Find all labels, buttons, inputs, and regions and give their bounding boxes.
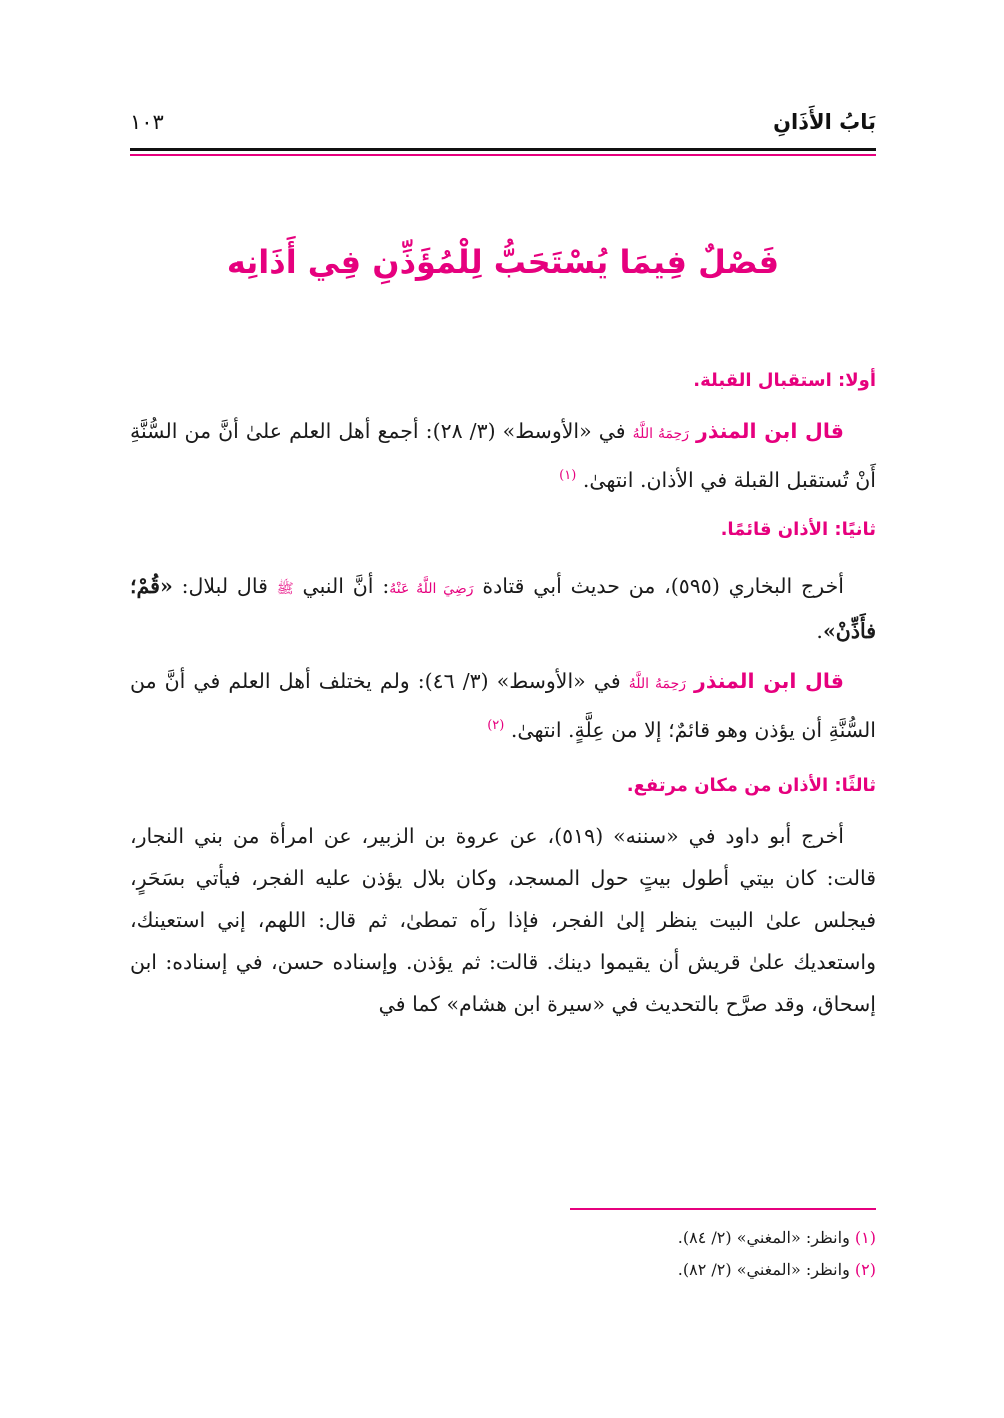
footnote-1: [130, 1222, 876, 1254]
footnote-ref-1[interactable]: (١): [559, 468, 577, 483]
honorific: رَحِمَهُ اللَّهُ: [632, 426, 689, 442]
paragraph-text: : أنَّ النبي: [302, 573, 390, 598]
honorific: رَحِمَهُ اللَّهُ: [628, 675, 686, 692]
honorific: رَضِيَ اللَّهُ عَنْهُ: [389, 580, 474, 597]
paragraph-text: قال لبلال:: [181, 573, 268, 598]
paragraph-abu-dawud: أخرج أبو داود في «سننه» (٥١٩)، عن عروة بن الزبير، عن امرأة من بني النجار، قالت: كان بيتي أطول بيتٍ حول المسجد، وكان بلال يؤذن عليه الفجر، فيأتي بسَحَرٍ، فيجلس علىٰ البيت ينظر إلىٰ الفجر، فإذا رآه تمطىٰ، ثم قال: اللهم، إني استعينك، واستعديك علىٰ قريش أن يقيموا دينك. قالت: ثم يؤذن. وإسناده حسن، في إسناده: ابن إسحاق، وقد صرَّح بالتحديث في «سيرة ابن هشام» كما في: [130, 823, 876, 1016]
honorific-prophet: ﷺ: [276, 580, 294, 597]
page-number: ١٠٣: [130, 110, 164, 134]
footnote-ref-2[interactable]: (٢): [487, 717, 505, 733]
footnote-text: وانظر: «المغني» (٢/ ٨٤).: [677, 1228, 850, 1247]
footnote-2: [130, 1254, 876, 1286]
section-heading-1: أولا: استقبال القبلة.: [693, 370, 876, 391]
page-header: [130, 110, 876, 144]
scholar-name: قال ابن المنذر: [694, 668, 844, 693]
section-heading-3: ثالثًا: الأذان من مكان مرتفع.: [626, 774, 876, 796]
paragraph-ibn-mundhir-2: [130, 660, 876, 751]
scholar-name: قال ابن المنذر: [696, 419, 844, 443]
paragraph-end: .: [816, 618, 823, 643]
paragraph-bukhari: [130, 565, 876, 652]
main-text: [130, 360, 876, 1025]
paragraph-text: في «الأوسط» (٣/ ٤٦): ولم يختلف أهل العلم في أنَّ من السُّنَّةِ أن يؤذن وهو قائمٌ؛ إلا من عِلَّةٍ. انتهىٰ.: [130, 668, 876, 742]
footnote-number: (٢): [854, 1260, 876, 1279]
footnote-number: (١): [854, 1228, 876, 1247]
paragraph-text: أخرج البخاري (٥٩٥)، من حديث أبي قتادة: [482, 573, 844, 598]
section-heading-2: ثانيًا: الأذان قائمًا.: [720, 518, 876, 540]
footnotes: [130, 1222, 876, 1286]
paragraph-text: في «الأوسط» (٣/ ٢٨): أجمع أهل العلم علىٰ أنَّ من السُّنَّةِ أَنْ تُستقبل القبلة في الأذان. انتهىٰ.: [130, 419, 876, 492]
header-rule-black: [130, 148, 876, 151]
footnote-separator: [570, 1208, 876, 1210]
hadith-quote: «قُمْ؛ فأَذِّنْ»: [130, 573, 876, 643]
paragraph-ibn-mundhir-1: [130, 410, 876, 501]
chapter-title: فَصْلٌ فِيمَا يُسْتَحَبُّ لِلْمُؤَذِّنِ فِي أَذَانِه: [226, 243, 780, 281]
running-title: بَابُ الأَذَانِ: [773, 110, 876, 134]
footnote-text: وانظر: «المغني» (٢/ ٨٢).: [677, 1260, 850, 1279]
header-rule-pink: [130, 154, 876, 156]
